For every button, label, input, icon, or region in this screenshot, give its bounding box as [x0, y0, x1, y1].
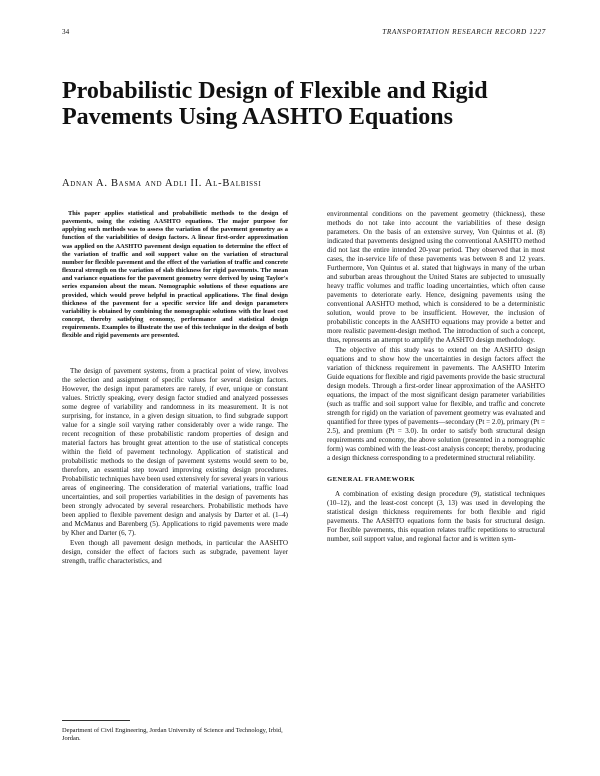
left-column — [62, 210, 288, 567]
page-number: 34 — [62, 28, 70, 36]
intro-body — [62, 367, 288, 566]
running-header — [62, 28, 546, 40]
paper-title: Probabilistic Design of Flexible and Rigid Pavements Using AASHTO Equations — [62, 78, 488, 130]
body-paragraph: The objective of this study was to extend on the AASHTO design equations and to show how the uncertainties in design factors affect the variation of thickness requirement in pavements. The AASHTO Interim Guide equations for flexible and rigid pavements provide the basic structural design models. Through a first-order linear approximation of the AASHTO equations, the impact of the most significant design parameter variabilities (such as traffic and soil support value for flexible, and traffic and concrete strength for rigid) on the variation of pavement geometry was evaluated and quantified for three types of pavements—secondary (Pt = 2.0), primary (Pt = 2.5), and premium (Pt = 3.0). In order to satisfy both structural design requirements and economy, the above solution (presented in a nomographic form) was combined with the least-cost analysis concept; thereby, producing a design thickness corresponding to a predetermined structural reliability. — [327, 346, 545, 462]
body-paragraph: Even though all pavement design methods, in particular the AASHTO design, consider the effect of factors such as subgrade, pavement layer strength, traffic characteristics, and — [62, 538, 288, 565]
body-paragraph: The design of pavement systems, from a practical point of view, involves the selection and assignment of specific values for several design factors. However, the design input parameters are rarely, if ever, unique or constant values. Strictly speaking, every design factor studied and analyzed possesses some degree of variability and randomness in its measurement. It is not surprising, for instance, in a given design situation, to find subgrade support value for a single soil varying rather considerably over a wide range. The recent recognition of these probabilistic random properties of design and material factors has brought great attention to the use of statistical concepts within the field of pavement technology. Application of statistical and probabilistic methods to the design of pavement systems would seem to be, therefore, an essential step toward improving existing design procedures. Probabilistic techniques have been used extensively for several years in various areas of engineering. The consideration of material variations, traffic load uncertainties, and soil properties variabilities in the design of pavements has been strongly advocated by several researchers. Probabilistic methods have been applied to flexible pavement design and analysis by Darter et al. (1–4) and McManus and Barenberg (5). Applications to rigid pavements were made by Kher and Darter (6, 7). — [62, 366, 288, 537]
body-paragraph: A combination of existing design procedure (9), statistical techniques (10–12), and the least-cost concept (3, 13) was used in developing the statistical design thickness requirements for both flexible and rigid pavements. The AASHTO equations form the basis for structural design. For flexible pavements, this equation relates traffic repetitions to structural number, soil support value, and regional factor and is written sym- — [327, 490, 545, 543]
author-line: Adnan A. Basma and Adli II. Al-Balbissi — [62, 178, 262, 189]
section-heading: GENERAL FRAMEWORK — [327, 476, 416, 483]
footnote-rule — [62, 720, 130, 721]
body-paragraph: environmental conditions on the pavement geometry (thickness), these methods do not take into account the variabilities of these design parameters. On the basis of an extensive survey, Von Quintus et al. (8) indicated that pavements designed using the conventional AASHTO method did not last the entire intended 20-year period. They observed that in most cases, the in-service life of these pavements was between 8 and 12 years. Furthermore, Von Quintus et al. stated that highways in many of the urban and suburban areas throughout the United States are subjected to unusually heavy traffic volumes and traffic loading uncertainties, which often cause pavements to deteriorate early. Hence, designing pavements using the conventional AASHTO method, which is considered to be a deterministic solution, would prove to be insufficient. However, the inclusion of probabilistic concepts in the AASHTO equations may provide a better and more realistic pavement-design method. The introduction of such a concept, thus, represents an attempt to amplify the AASHTO design methodology. — [327, 210, 545, 344]
author-affiliation: Department of Civil Engineering, Jordan University of Science and Technology, Irbid, Jordan. — [62, 727, 283, 742]
abstract: This paper applies statistical and probabilistic methods to the design of pavements, using the existing AASHTO equations. The major purpose for applying such methods was to assess the variation of the pavement geometry as a function of the variabilities of design factors. A linear first-order approximation was applied on the AASHTO pavement design equation to determine the effect of the variation of traffic and soil support value on the variation of structural number for flexible pavement and the effect of the variation of traffic and concrete flexural strength on the variation of slab thickness for rigid pavements. The mean and variance equations for the pavement geometry were derived by using Taylor's series expansion about the mean. Nomographic solutions of these equations are provided, which would prove helpful in practical applications. The final design thickness of the pavement for a specific service life and design parameters variability is obtained by combining the nomographic solutions with the least cost concept, thereby satisfying economy, performance and statistical design requirements. Examples to illustrate the use of this technique in the design of both flexible and rigid pavements are presented. — [62, 210, 288, 340]
right-column — [327, 210, 545, 545]
journal-name: TRANSPORTATION RESEARCH RECORD 1227 — [382, 28, 546, 36]
